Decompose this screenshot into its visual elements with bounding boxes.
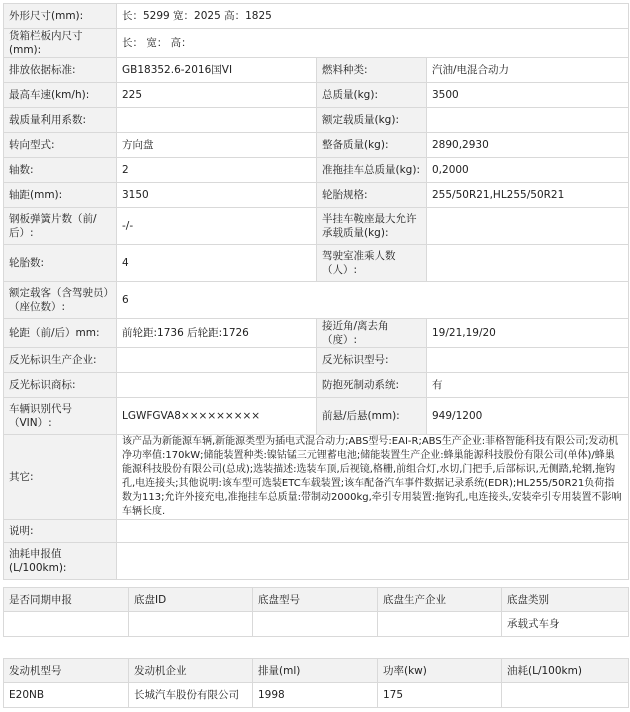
cab-capacity-label: 驾驶室准乘人数（人）: xyxy=(317,245,427,282)
table-row xyxy=(4,683,629,708)
spec-row xyxy=(4,348,629,373)
rated-load-value xyxy=(427,108,629,133)
chassis-header-cell: 底盘型号 xyxy=(253,588,378,612)
engine-header-cell: 发动机企业 xyxy=(129,659,253,683)
seats-value: 6 xyxy=(117,282,629,319)
spec-row xyxy=(4,183,629,208)
spec-row xyxy=(4,29,629,58)
engine-header-cell: 油耗(L/100km) xyxy=(502,659,629,683)
spec-row xyxy=(4,282,629,319)
chassis-cell xyxy=(129,612,253,637)
size-label: 外形尺寸(mm): xyxy=(4,4,117,29)
track-value: 前轮距:1736 后轮距:1726 xyxy=(117,319,317,348)
fuel-type-value: 汽油/电混合动力 xyxy=(427,58,629,83)
engine-header-row xyxy=(4,659,629,683)
reflector-model-label: 反光标识型号: xyxy=(317,348,427,373)
other-notes: 该产品为新能源车辆,新能源类型为插电式混合动力;ABS型号:EAI-R;ABS生产企业:菲格智能科技有限公司;发动机净功率值:170kW;储能装置种类:镍钴锰三元锂蓄电池;储能装置生产企业:蜂巢能源科技股份有限公司(单体)/蜂巢能源科技股份有限公司(总成);选装描述:选装车顶,后视镜,格栅,前组合灯,水切,门把手,后部标识,无侧踏,轮辋,拖钩孔,电连接头;其他说明:该车型可选装ETC车载装置;该车配备汽车事件数据记录系统(EDR);HL255/50R21负荷指数为113;允许外接充电,准拖挂车总质量:带制动2000kg,牵引专用装置:拖钩孔,电连接头,安装牵引专用装置不影响车辆长度. xyxy=(117,435,629,520)
chassis-header-cell: 是否同期申报 xyxy=(4,588,129,612)
engine-header-cell: 发动机型号 xyxy=(4,659,129,683)
spec-row xyxy=(4,373,629,398)
explain-value xyxy=(117,520,629,543)
fuel-consumption-value xyxy=(117,543,629,580)
vehicle-spec-table xyxy=(3,3,629,580)
reflector-brand-label: 反光标识商标: xyxy=(4,373,117,398)
wheelbase-value: 3150 xyxy=(117,183,317,208)
chassis-cell xyxy=(253,612,378,637)
chassis-header-cell: 底盘类别 xyxy=(502,588,629,612)
spec-row xyxy=(4,398,629,435)
other-label: 其它: xyxy=(4,435,117,520)
reflector-brand-value xyxy=(117,373,317,398)
curb-mass-value: 2890,2930 xyxy=(427,133,629,158)
cab-capacity-value xyxy=(427,245,629,282)
chassis-cell xyxy=(4,612,129,637)
cargo-size-value: 长： 宽： 高： xyxy=(117,29,629,58)
overhang-label: 前悬/后悬(mm): xyxy=(317,398,427,435)
spec-row xyxy=(4,83,629,108)
reflector-maker-value xyxy=(117,348,317,373)
size-value: 长：5299 宽：2025 高：1825 xyxy=(117,4,629,29)
table-row xyxy=(4,612,629,637)
spec-row xyxy=(4,158,629,183)
engine-table xyxy=(3,658,629,708)
saddle-load-value xyxy=(427,208,629,245)
chassis-cell xyxy=(378,612,502,637)
approach-angle-label: 接近角/离去角（度）: xyxy=(317,319,427,348)
curb-mass-label: 整备质量(kg): xyxy=(317,133,427,158)
fuel-type-label: 燃料种类: xyxy=(317,58,427,83)
spec-row xyxy=(4,319,629,348)
emission-label: 排放依据标准: xyxy=(4,58,117,83)
chassis-header-cell: 底盘生产企业 xyxy=(378,588,502,612)
abs-value: 有 xyxy=(427,373,629,398)
axles-value: 2 xyxy=(117,158,317,183)
chassis-cell: 承载式车身 xyxy=(502,612,629,637)
engine-cell: E20NB xyxy=(4,683,129,708)
total-mass-value: 3500 xyxy=(427,83,629,108)
chassis-header-cell: 底盘ID xyxy=(129,588,253,612)
spec-row xyxy=(4,133,629,158)
load-util-value xyxy=(117,108,317,133)
spring-label: 钢板弹簧片数（前/后）: xyxy=(4,208,117,245)
abs-label: 防抱死制动系统: xyxy=(317,373,427,398)
spec-row xyxy=(4,58,629,83)
spec-row xyxy=(4,208,629,245)
engine-header-cell: 功率(kw) xyxy=(378,659,502,683)
fuel-consumption-label: 油耗申报值(L/100km): xyxy=(4,543,117,580)
tire-spec-value: 255/50R21,HL255/50R21 xyxy=(427,183,629,208)
wheelbase-label: 轴距(mm): xyxy=(4,183,117,208)
engine-cell: 175 xyxy=(378,683,502,708)
steering-label: 转向型式: xyxy=(4,133,117,158)
rated-load-label: 额定载质量(kg): xyxy=(317,108,427,133)
tow-mass-label: 准拖挂车总质量(kg): xyxy=(317,158,427,183)
engine-header-cell: 排量(ml) xyxy=(253,659,378,683)
engine-cell xyxy=(502,683,629,708)
tow-mass-value: 0,2000 xyxy=(427,158,629,183)
overhang-value: 949/1200 xyxy=(427,398,629,435)
seats-label: 额定载客（含驾驶员）（座位数）: xyxy=(4,282,117,319)
tire-count-label: 轮胎数: xyxy=(4,245,117,282)
total-mass-label: 总质量(kg): xyxy=(317,83,427,108)
tire-count-value: 4 xyxy=(117,245,317,282)
reflector-maker-label: 反光标识生产企业: xyxy=(4,348,117,373)
load-util-label: 载质量利用系数: xyxy=(4,108,117,133)
engine-cell: 1998 xyxy=(253,683,378,708)
saddle-load-label: 半挂车鞍座最大允许承载质量(kg): xyxy=(317,208,427,245)
spec-row xyxy=(4,520,629,543)
max-speed-label: 最高车速(km/h): xyxy=(4,83,117,108)
track-label: 轮距（前/后）mm: xyxy=(4,319,117,348)
axles-label: 轴数: xyxy=(4,158,117,183)
spec-row xyxy=(4,543,629,580)
tire-spec-label: 轮胎规格: xyxy=(317,183,427,208)
spec-row xyxy=(4,4,629,29)
chassis-table xyxy=(3,587,629,637)
spec-row xyxy=(4,245,629,282)
reflector-model-value xyxy=(427,348,629,373)
approach-angle-value: 19/21,19/20 xyxy=(427,319,629,348)
steering-value: 方向盘 xyxy=(117,133,317,158)
spec-row xyxy=(4,435,629,520)
vin-label: 车辆识别代号（VIN）: xyxy=(4,398,117,435)
explain-label: 说明: xyxy=(4,520,117,543)
spec-row xyxy=(4,108,629,133)
emission-value: GB18352.6-2016国VI xyxy=(117,58,317,83)
engine-cell: 长城汽车股份有限公司 xyxy=(129,683,253,708)
chassis-header-row xyxy=(4,588,629,612)
cargo-size-label: 货箱栏板内尺寸(mm): xyxy=(4,29,117,58)
max-speed-value: 225 xyxy=(117,83,317,108)
spring-value: -/- xyxy=(117,208,317,245)
vin-value: LGWFGVA8××××××××× xyxy=(117,398,317,435)
